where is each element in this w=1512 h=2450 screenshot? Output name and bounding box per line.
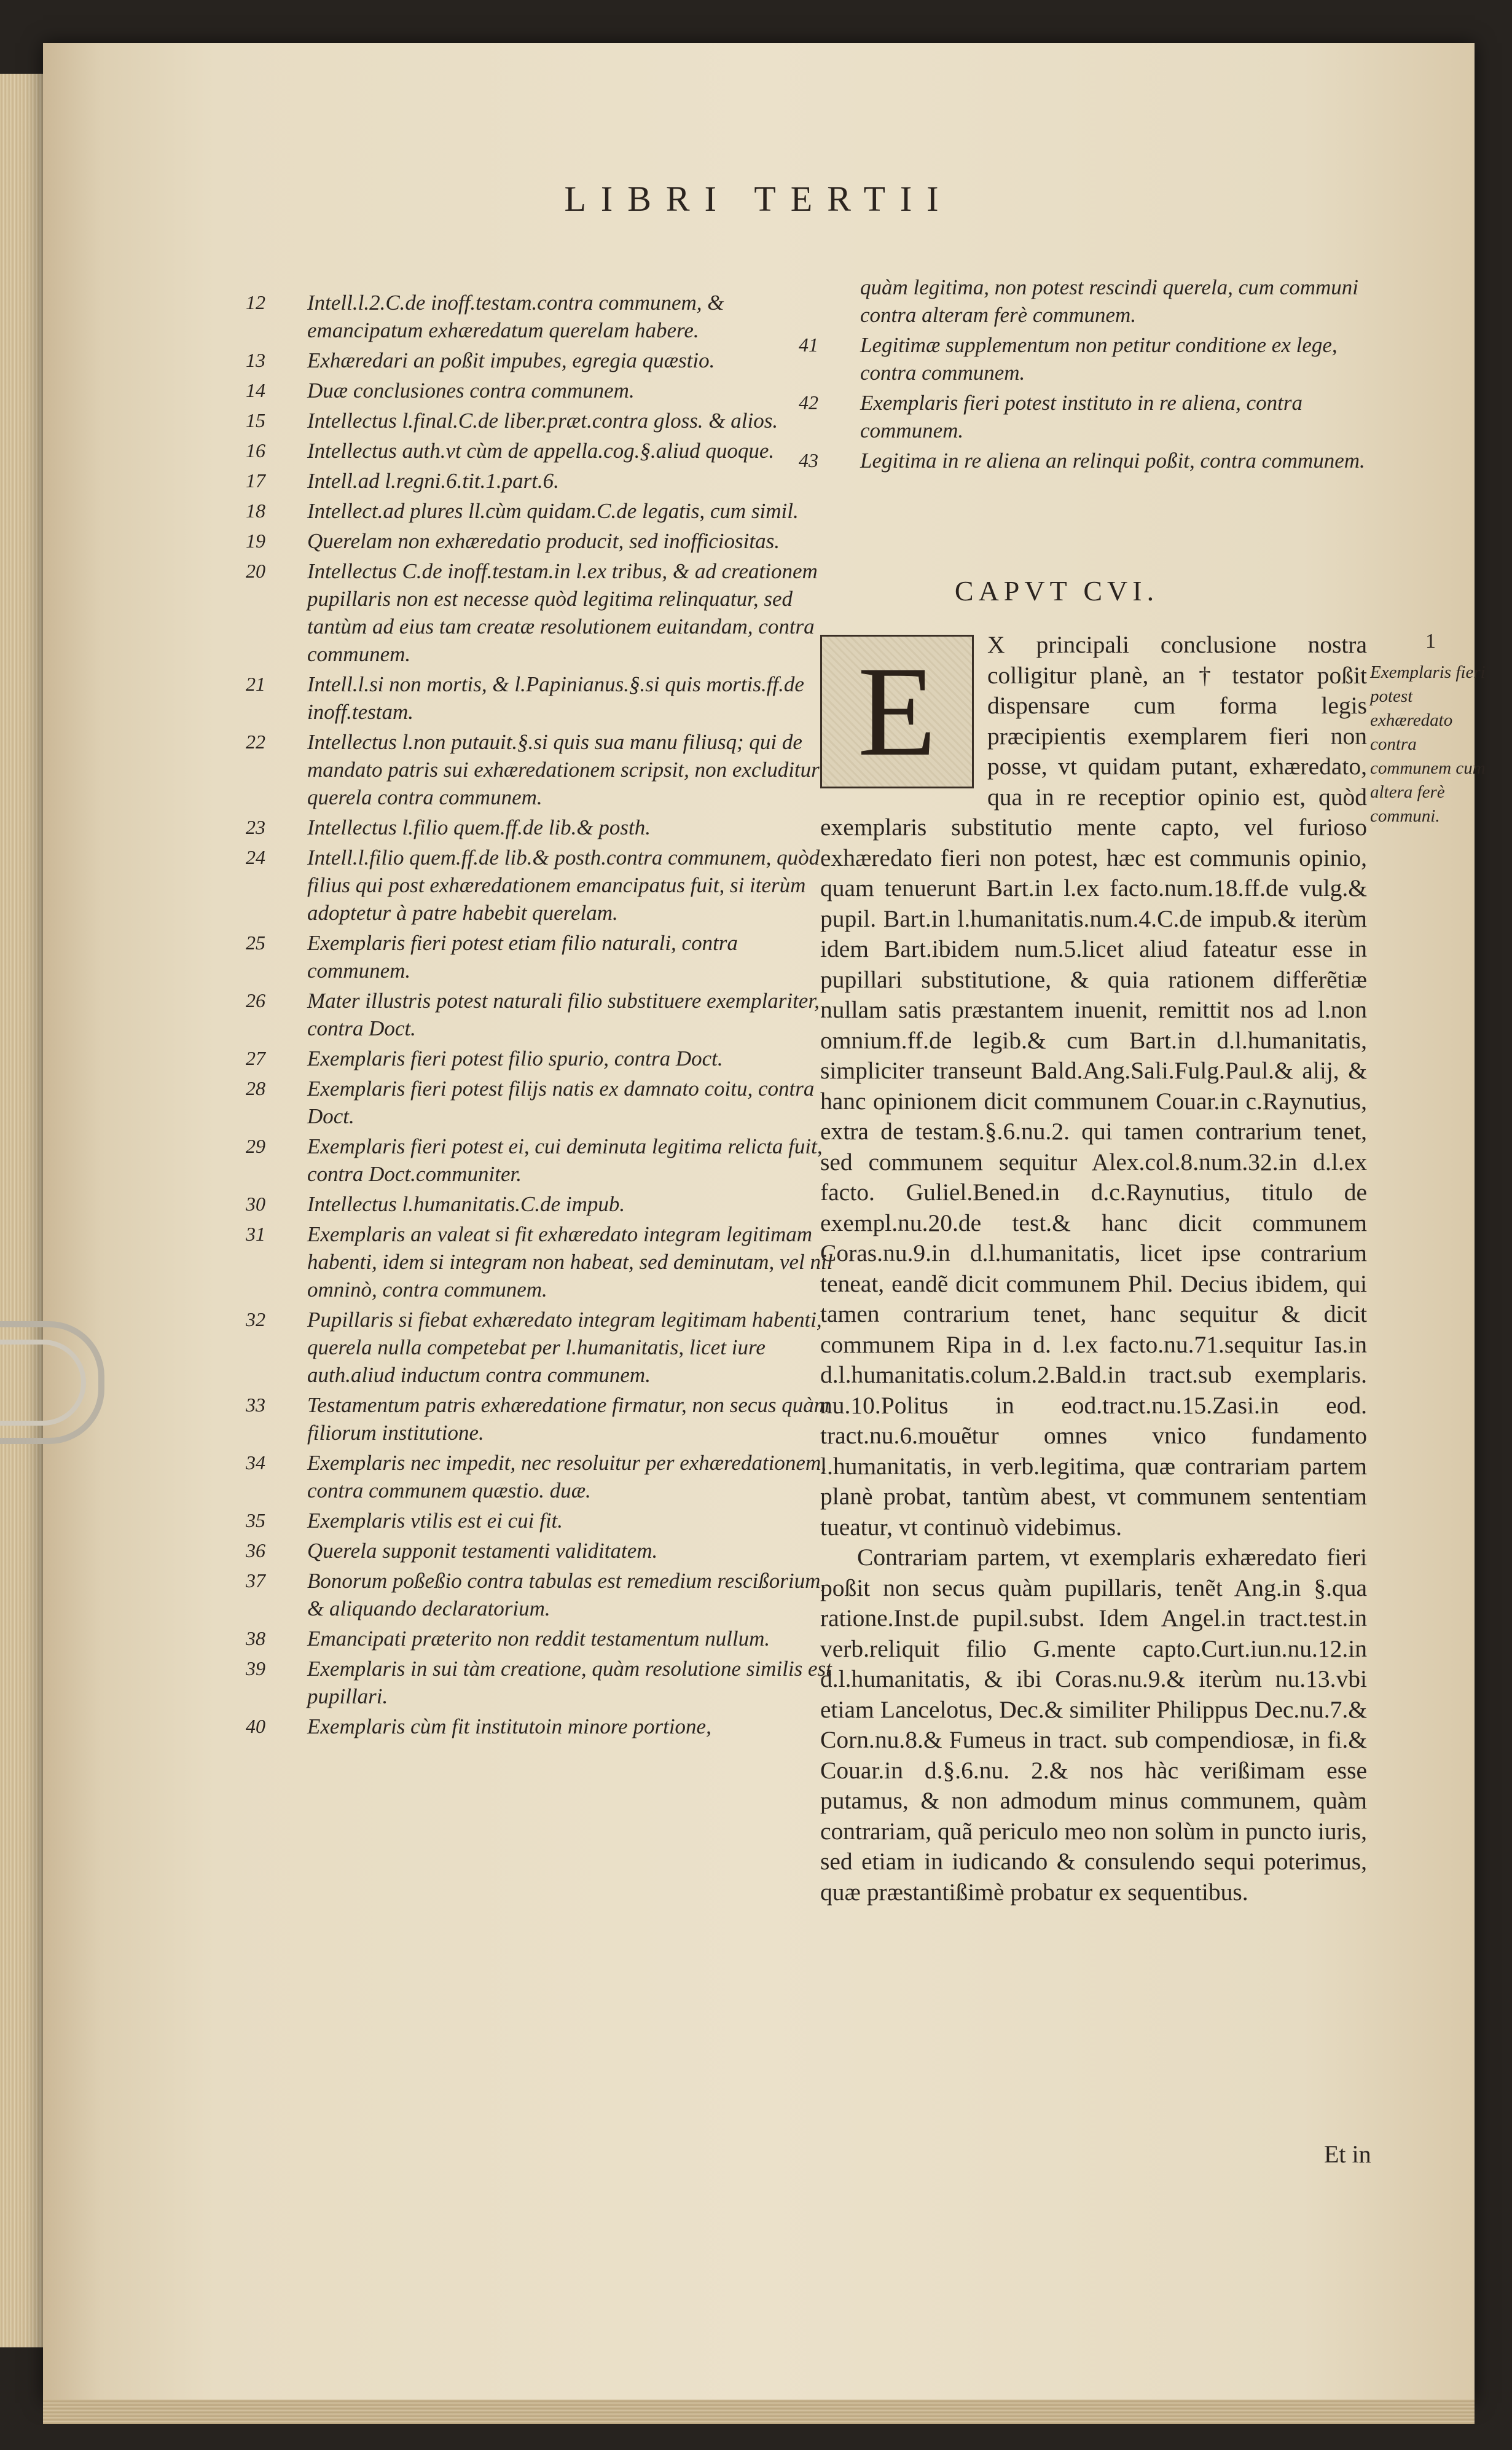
toc-entry — [246, 467, 836, 495]
toc-entry — [246, 929, 836, 984]
page-edges-bottom — [43, 2400, 1475, 2424]
toc-entry-text: Bonorum poßeßio contra tabulas est remedium rescißorium, & aliquando declaratorium. — [307, 1569, 826, 1620]
toc-entry-text: Intell.l.filio quem.ff.de lib.& posth.contra communem, quòd filius qui post exhæredationem emancipatus fuit, si iterùm adoptetur à patre habebit querelam. — [307, 846, 820, 925]
toc-entry — [246, 844, 836, 927]
toc-entry-text: Testamentum patris exhæredatione firmatur, non secus quàm filiorum institutione. — [307, 1393, 830, 1445]
toc-entry-number: 39 — [246, 1657, 265, 1679]
toc-entry-text: Intellectus l.filio quem.ff.de lib.& posth. — [307, 815, 651, 839]
toc-entry-number: 24 — [246, 846, 265, 868]
toc-entry — [246, 728, 836, 811]
toc-entry — [246, 1306, 836, 1389]
toc-entry-number: 35 — [246, 1509, 265, 1531]
toc-entry-number: 41 — [799, 334, 818, 356]
toc-entry-text: Emancipati præterito non reddit testamentum nullum. — [307, 1627, 770, 1651]
toc-entry — [246, 1567, 836, 1622]
toc-entry-text: Querelam non exhæredatio producit, sed inofficiositas. — [307, 529, 780, 553]
toc-entry — [246, 437, 836, 465]
toc-entry-number: 36 — [246, 1539, 265, 1561]
toc-entry — [246, 1391, 836, 1447]
toc-entry — [246, 407, 836, 434]
toc-entry-text: Intellectus l.final.C.de liber.præt.contra gloss. & alios. — [307, 409, 778, 433]
dropcap-letter: E — [822, 637, 972, 787]
toc-entry-number: 27 — [246, 1047, 265, 1069]
toc-entry-number: 23 — [246, 816, 265, 838]
toc-entry-text: Pupillaris si fiebat exhæredato integram legitimam habenti, querela nulla competebat per l.humanitatis, licet iure auth.aliud inductum contra communem. — [307, 1308, 822, 1387]
body-paragraph-2: Contrariam partem, vt exemplaris exhæredato fieri poßit non secus quàm pupillaris, tenẽt Ang.in §.qua ratione.Inst.de pupil.subst. Idem Angel.in tract.test.in verb.reliquit filio G.mente capto.Curt.iun.nu.12.in d.l.humanitatis, & ibi Coras.nu.9.& iterùm nu.13.vbi etiam Lancelotus, Dec.& similiter Philippus Dec.nu.7.& Corn.nu.8.& Fumeus in tract. sub compendiosæ, in fi.& Couar.in d.§.6.nu. 2.& nos hàc verißimam esse putamus, & non admodum minus communem, quàm contrariam, quã periculo meo non solùm in puncto iuris, sed etiam in iudicando & consulendo sequi poterimus, quæ præstantißimè probatur ex sequentibus. — [820, 1544, 1367, 1906]
toc-entry-text: Exemplaris in sui tàm creatione, quàm resolutione similis est pupillari. — [307, 1657, 832, 1708]
toc-entry — [246, 1537, 836, 1565]
toc-entry-number: 26 — [246, 989, 265, 1011]
toc-entry-number: 42 — [799, 391, 818, 414]
margin-note: Exemplaris fieri potest exhæredato contra communem cum altera ferè communi. — [1370, 662, 1486, 826]
toc-entry-number: 18 — [246, 500, 265, 522]
toc-entry — [799, 331, 1389, 387]
catchword: Et in — [1324, 2140, 1371, 2168]
body-paragraph-1: X principali conclusione nostra colligitur planè, an † testator poßit dispensare cum forma legis præcipientis exemplarem fieri non posse, vt quidam putant, exhæredato, qua in re receptior opinio est, quòd exemplaris substitutio mente capto, vel furioso exhæredato fieri non potest, hæc est communis opinio, quam tenuerunt Bart.in l.ex facto.num.18.ff.de vulg.& pupil. Bart.in l.humanitatis.num.4.C.de impub.& iterùm idem Bart.ibidem num.5.licet aliud fateatur esse in pupillari substitutione, & quia rationem differẽtiæ nullam satis præstantem inuenit, remittit nos ad l.non omnium.ff.de legib.& cum Bart.in d.l.humanitatis, simpliciter transeunt Bald.Ang.Sali.Fulg.Paul.& alij, & hanc opinionem dicit communem Couar.in c.Raynutius, extra de testam.§.6.nu.2. qui tamen contrarium tenet, sed communem sequitur Alex.col.8.num.32.in d.l.ex facto. Guliel.Bened.in d.c.Raynutius, titulo de exempl.nu.20.de test.& hanc dicit communem Coras.nu.9.in d.l.humanitatis, licet ipse contrarium teneat, eandẽ dicit communem Phil. Decius ibidem, qui tamen contrarium tenet, hanc sequitur & dicit communem Ripa in d. l.ex facto.nu.71.sequitur Ias.in d.l.humanitatis.colum.2.Bald.in tract.sub exemplaris. nu.10.Politus in eod.tract.nu.15.Zasi.in eod. tract.nu.6.mouẽtur omnes vnico fundamento l.humanitatis, in verb.legitima, quæ contrariam partem planè probat, tantùm abest, vt communem sententiam tueatur, vt continuò videbimus. — [820, 631, 1367, 1541]
toc-entry-text: Exemplaris fieri potest filio spurio, contra Doct. — [307, 1046, 723, 1070]
toc-entry-number: 40 — [246, 1715, 265, 1737]
toc-entry-text: Exemplaris cùm fit institutoin minore portione, — [307, 1714, 711, 1738]
running-head: LIBRI TERTII — [564, 179, 954, 219]
toc-entry-text: Intellectus l.humanitatis.C.de impub. — [307, 1192, 625, 1216]
toc-entry-number: 25 — [246, 932, 265, 954]
toc-entry-number: 12 — [246, 291, 265, 313]
body-text — [820, 630, 1367, 1907]
toc-entry-number: 31 — [246, 1223, 265, 1245]
toc-entry-number: 33 — [246, 1394, 265, 1416]
toc-entry — [799, 389, 1389, 444]
toc-entry — [246, 1045, 836, 1072]
toc-entry-text: Intell.l.2.C.de inoff.testam.contra communem, & emancipatum exhæredatum querelam habere. — [307, 291, 724, 342]
toc-entry — [246, 347, 836, 374]
toc-entry — [246, 814, 836, 841]
toc-entry-text: Exemplaris fieri potest instituto in re aliena, contra communem. — [860, 391, 1303, 442]
toc-entry — [246, 670, 836, 726]
toc-entry-number: 19 — [246, 530, 265, 552]
toc-entry — [246, 1449, 836, 1504]
toc-entry — [246, 377, 836, 404]
toc-entry — [246, 987, 836, 1042]
margin-number: 1 — [1425, 630, 1436, 653]
toc-entry — [799, 273, 1389, 329]
toc-entry-text: Legitimæ supplementum non petitur conditione ex lege, contra communem. — [860, 333, 1338, 385]
toc-entry-text: Intell.ad l.regni.6.tit.1.part.6. — [307, 469, 559, 493]
toc-entry-text: Intellectus C.de inoff.testam.in l.ex tribus, & ad creationem pupillaris non est necesse quòd legitima relinquatur, sed tantùm ad eius tam creatæ resolutionem euitandam, contra communem. — [307, 559, 818, 666]
toc-entry — [246, 497, 836, 525]
toc-entry-number: 38 — [246, 1627, 265, 1649]
toc-entry-text: quàm legitima, non potest rescindi querela, cum communi contra alteram ferè communem. — [860, 275, 1359, 327]
toc-entry — [246, 1075, 836, 1130]
toc-entry-number: 29 — [246, 1135, 265, 1157]
toc-left-column — [246, 289, 836, 1743]
toc-entry-text: Duæ conclusiones contra communem. — [307, 379, 635, 402]
toc-entry-number: 37 — [246, 1569, 265, 1592]
toc-entry — [246, 527, 836, 555]
toc-entry — [246, 1220, 836, 1303]
toc-entry — [246, 1133, 836, 1188]
toc-entry — [799, 447, 1389, 474]
toc-entry-text: Querela supponit testamenti validitatem. — [307, 1539, 658, 1563]
toc-entry-text: Exemplaris fieri potest etiam filio naturali, contra communem. — [307, 931, 738, 983]
decorated-initial — [820, 635, 974, 788]
toc-entry-text: Mater illustris potest naturali filio substituere exemplariter, contra Doct. — [307, 989, 820, 1040]
toc-entry-text: Exemplaris fieri potest filijs natis ex damnato coitu, contra Doct. — [307, 1077, 815, 1128]
toc-entry-number: 16 — [246, 439, 265, 461]
binder-clip-inner — [0, 1340, 86, 1426]
toc-entry-number: 20 — [246, 560, 265, 582]
toc-entry — [246, 289, 836, 344]
toc-entry-text: Exemplaris vtilis est ei cui fit. — [307, 1509, 563, 1533]
toc-entry-text: Exemplaris an valeat si fit exhæredato integram legitimam habenti, idem si integram non habeat, sed deminutam, vel nil omninò, contra communem. — [307, 1222, 833, 1302]
toc-entry-number: 30 — [246, 1193, 265, 1215]
toc-entry-number: 17 — [246, 469, 265, 492]
toc-entry — [246, 1713, 836, 1740]
toc-entry-number: 21 — [246, 673, 265, 695]
toc-entry — [246, 1655, 836, 1710]
toc-entry-text: Intellectus l.non putauit.§.si quis sua manu filiusq; qui de mandato patris sui exhæredationem scripsit, non excluditur querela contra communem. — [307, 730, 820, 809]
toc-entry-number: 43 — [799, 449, 818, 471]
toc-entry-number: 14 — [246, 379, 265, 401]
toc-entry-text: Intell.l.si non mortis, & l.Papinianus.§.si quis mortis.ff.de inoff.testam. — [307, 672, 804, 724]
toc-entry-number: 13 — [246, 349, 265, 371]
book-page — [43, 43, 1486, 2403]
toc-entry-number: 15 — [246, 409, 265, 431]
chapter-heading: CAPVT CVI. — [954, 575, 1159, 607]
toc-entry — [246, 557, 836, 668]
toc-right-column — [799, 273, 1389, 477]
toc-entry-number: 28 — [246, 1077, 265, 1099]
toc-entry-number: 22 — [246, 731, 265, 753]
toc-entry — [246, 1507, 836, 1534]
toc-entry-text: Intellect.ad plures ll.cùm quidam.C.de legatis, cum simil. — [307, 499, 799, 523]
toc-entry-number: 32 — [246, 1308, 265, 1330]
toc-entry-text: Exemplaris nec impedit, nec resoluitur per exhæredationem, contra communem quæstio. duæ. — [307, 1451, 826, 1502]
toc-entry — [246, 1625, 836, 1652]
page-edges-left — [0, 74, 43, 2347]
toc-entry-text: Intellectus auth.vt cùm de appella.cog.§.aliud quoque. — [307, 439, 775, 463]
toc-entry — [246, 1190, 836, 1218]
toc-entry-number: 34 — [246, 1451, 265, 1474]
toc-entry-text: Exemplaris fieri potest ei, cui deminuta legitima relicta fuit, contra Doct.communiter. — [307, 1134, 823, 1186]
toc-entry-text: Legitima in re aliena an relinqui poßit, contra communem. — [860, 449, 1365, 473]
toc-entry-text: Exhæredari an poßit impubes, egregia quæstio. — [307, 348, 715, 372]
